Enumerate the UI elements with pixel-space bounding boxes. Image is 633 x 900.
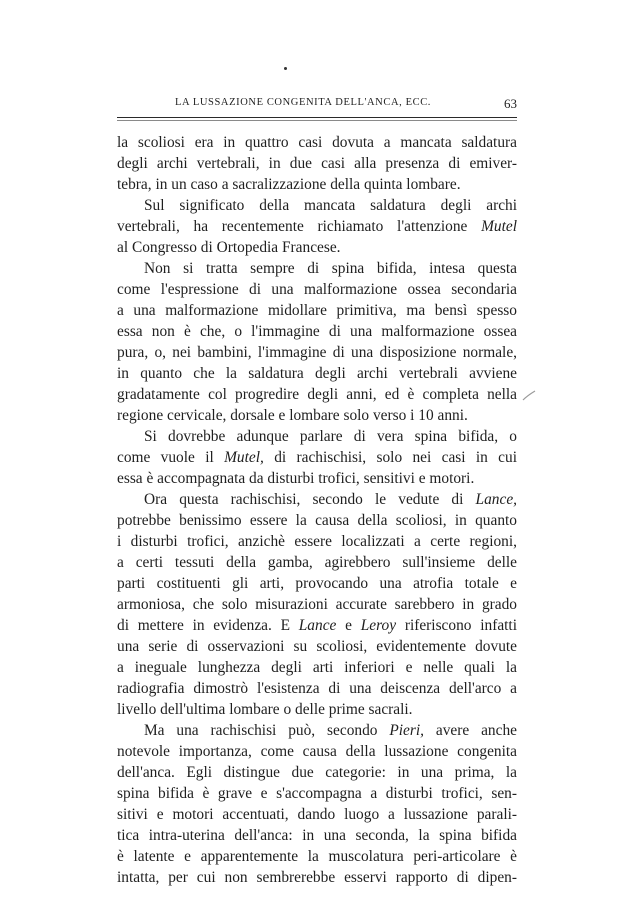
- text-line: notevole importanza, come causa della lussazione congenita: [117, 743, 517, 760]
- text-line: sitivi e motori accentuati, dando luogo a lussazione parali-: [117, 806, 517, 823]
- text-segment: Ma una rachischisi può, secondo: [144, 722, 378, 739]
- text-line: essa non è che, o l'immagine di una malformazione ossea: [117, 323, 517, 340]
- text-line: [117, 720, 517, 741]
- author-name: Mutel,: [224, 449, 264, 466]
- text-line: degli archi vertebrali, in due casi alla presenza di emiver-: [117, 155, 517, 172]
- text-segment: e: [345, 617, 352, 634]
- text-segment: riferiscono infatti: [404, 617, 517, 634]
- text-line: dell'anca. Egli distingue due categorie: in una prima, la: [117, 764, 517, 781]
- author-name: Mutel: [481, 218, 517, 235]
- text-segment: di mettere in evidenza. E: [117, 617, 290, 634]
- text-line: intatta, per cui non sembrerebbe esservi rapporto di dipen-: [117, 869, 517, 886]
- author-name: Leroy: [360, 617, 397, 634]
- author-name: Pieri,: [389, 722, 424, 739]
- text-line: tica intra-uterina dell'anca: in una seconda, la spina bifida: [117, 827, 517, 844]
- text-line: una serie di osservazioni su scoliosi, evidentemente dovute: [117, 638, 517, 655]
- text-line: a ineguale lunghezza degli arti inferiori e nelle quali la: [117, 659, 517, 676]
- text-line: potrebbe benissimo essere la causa della scoliosi, in quanto: [117, 512, 517, 529]
- running-header: [117, 97, 517, 115]
- text-line: livello dell'ultima lombare o delle prime sacrali.: [117, 701, 413, 718]
- text-line: Non si tratta sempre di spina bifida, intesa questa: [144, 260, 517, 277]
- text-line: gradatamente col progredire degli anni, ed è completa nella: [117, 386, 517, 403]
- author-name: Lance,: [475, 491, 517, 508]
- author-name: Lance: [298, 617, 337, 634]
- text-line: regione cervicale, dorsale e lombare solo verso i 10 anni.: [117, 407, 468, 424]
- text-segment: avere anche: [435, 722, 517, 739]
- page-number: 63: [504, 96, 517, 111]
- header-rule-thin: [117, 120, 517, 121]
- text-line: in quanto che la saldatura degli archi vertebrali avviene: [117, 365, 517, 382]
- text-line: parti costituenti gli arti, provocando una atrofia totale e: [117, 575, 517, 592]
- text-line: spina bifida è grave e s'accompagna a disturbi trofici, sen-: [117, 785, 517, 802]
- text-line: Sul significato della mancata saldatura degli archi: [144, 197, 517, 214]
- text-line: a certi tessuti della gamba, agirebbero sull'insieme delle: [117, 554, 517, 571]
- text-line: tebra, in un caso a sacralizzazione della quinta lombare.: [117, 176, 461, 193]
- text-line: è latente e apparentemente la muscolatura peri-articolare è: [117, 848, 517, 865]
- margin-pencil-mark: [520, 388, 538, 406]
- text-segment: Ora questa rachischisi, secondo le vedute di: [144, 491, 464, 508]
- text-segment: come vuole il: [117, 449, 214, 466]
- text-line: al Congresso di Ortopedia Francese.: [117, 239, 341, 256]
- ink-dot: [284, 67, 287, 70]
- text-line: i disturbi trofici, anzichè essere localizzati a certe regioni,: [117, 533, 517, 550]
- text-line: radiografia dimostrò l'esistenza di una deiscenza dell'arco a: [117, 680, 517, 697]
- text-line: [117, 615, 517, 636]
- text-line: la scoliosi era in quattro casi dovuta a mancata saldatura: [117, 134, 517, 151]
- header-rule: [117, 117, 517, 118]
- text-line: [117, 489, 517, 510]
- text-line: [117, 447, 517, 468]
- body-text: [117, 132, 517, 888]
- text-segment: di rachischisi, solo nei casi in cui: [274, 449, 517, 466]
- running-title: LA LUSSAZIONE CONGENITA DELL'ANCA, ECC.: [175, 97, 432, 108]
- text-line: armoniosa, che solo misurazioni accurate sarebbero in grado: [117, 596, 517, 613]
- text-line: a una malformazione midollare primitiva, ma bensì spesso: [117, 302, 517, 319]
- text-segment: vertebrali, ha recentemente richiamato l'attenzione: [117, 218, 468, 235]
- text-line: pura, o, nei bambini, l'immagine di una disposizione normale,: [117, 344, 517, 361]
- text-line: come l'espressione di una malformazione ossea secondaria: [117, 281, 517, 298]
- text-line: [117, 216, 517, 237]
- text-line: essa è accompagnata da disturbi trofici, sensitivi e motori.: [117, 470, 475, 487]
- text-line: Si dovrebbe adunque parlare di vera spina bifida, o: [144, 428, 517, 445]
